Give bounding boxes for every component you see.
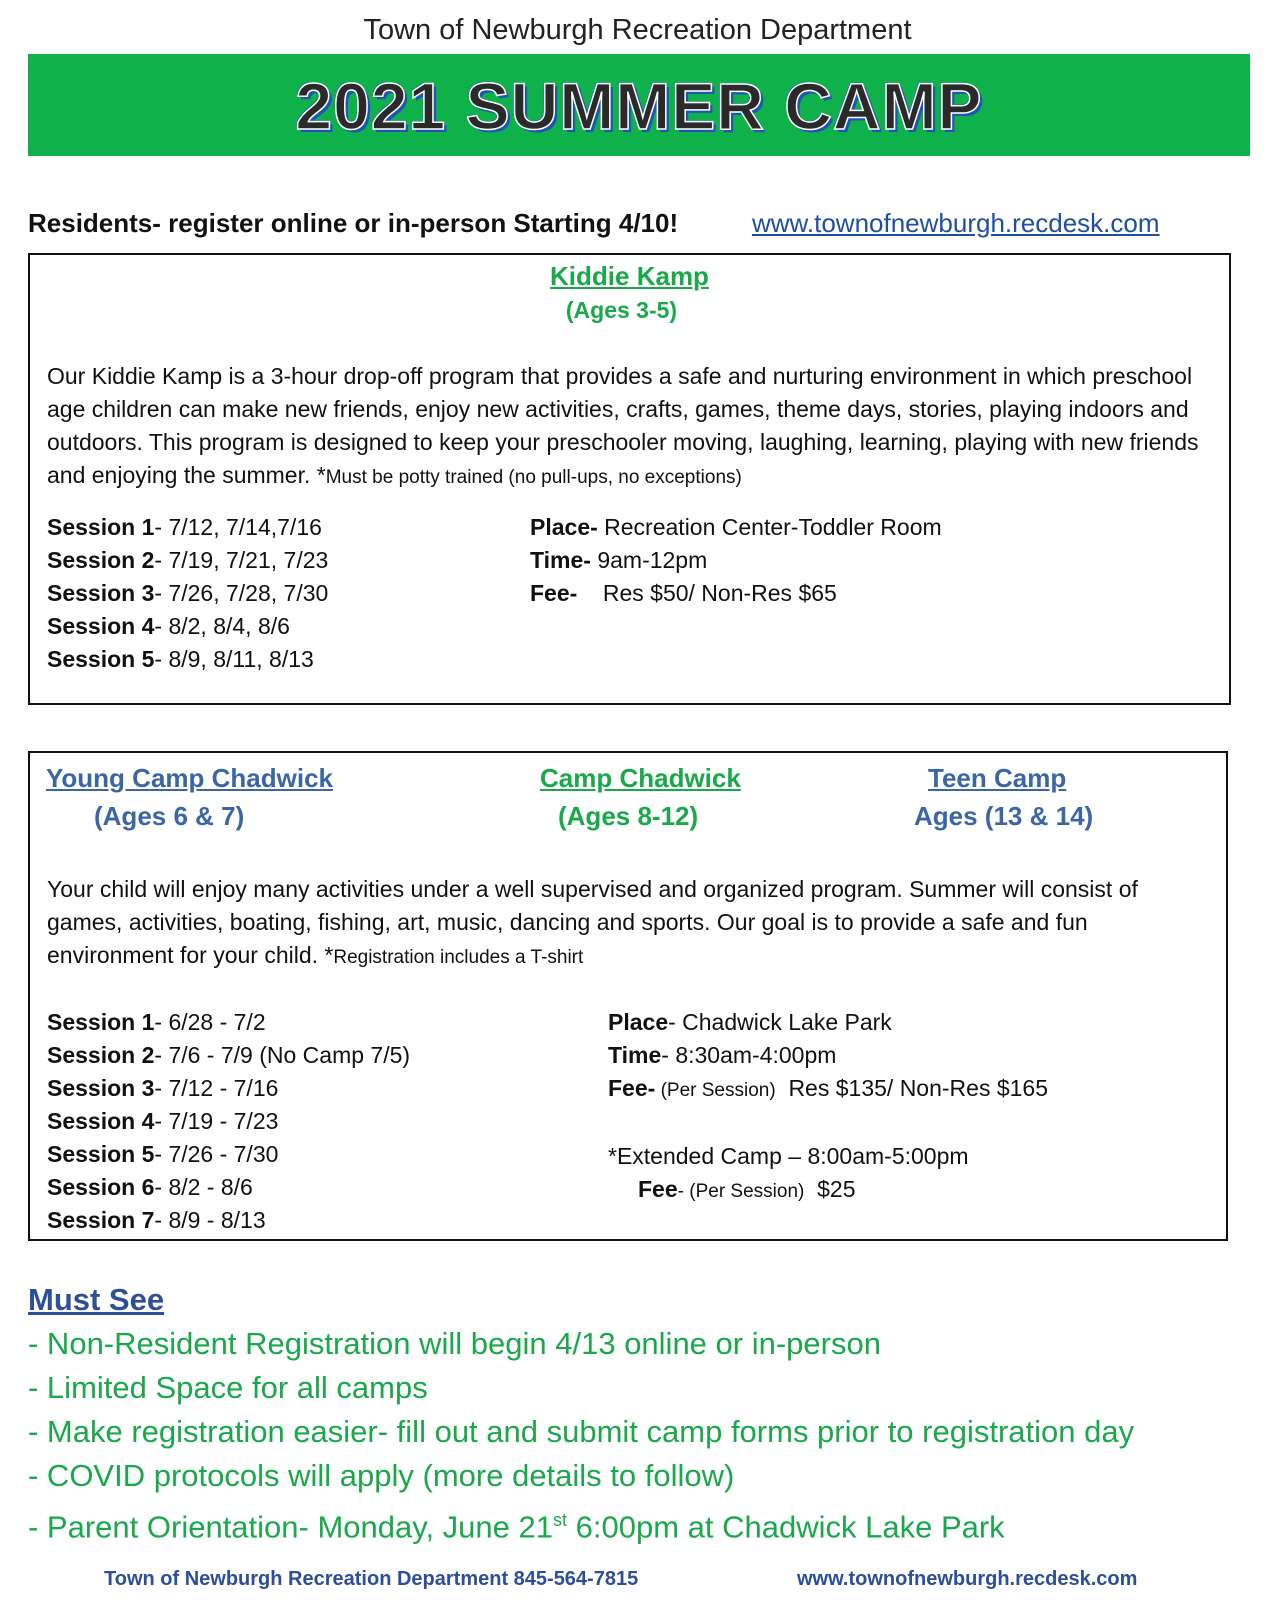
title-banner xyxy=(28,54,1250,156)
camp-chadwick-title: Camp Chadwick xyxy=(540,763,741,793)
list-item: Session 3- 7/26, 7/28, 7/30 xyxy=(47,580,329,606)
list-item: Session 4- 8/2, 8/4, 8/6 xyxy=(47,613,290,639)
registration-notice: Residents- register online or in-person Starting 4/10! xyxy=(28,208,679,238)
list-item: Session 5- 7/26 - 7/30 xyxy=(47,1141,279,1167)
list-item: Session 3- 7/12 - 7/16 xyxy=(47,1075,279,1101)
kiddie-details-list xyxy=(530,511,942,610)
list-item: Session 7- 8/9 - 8/13 xyxy=(47,1207,266,1233)
camp-details-list xyxy=(608,1006,1048,1208)
list-item: - Non-Resident Registration will begin 4/13 online or in-person xyxy=(28,1326,881,1361)
camp-sessions-list xyxy=(47,1006,410,1237)
tshirt-note: Registration includes a T-shirt xyxy=(333,947,584,968)
list-item: - COVID protocols will apply (more details to follow) xyxy=(28,1458,735,1493)
must-see-heading: Must See xyxy=(28,1282,165,1317)
must-see-list xyxy=(28,1322,1134,1549)
list-item: Place- Chadwick Lake Park xyxy=(608,1009,892,1035)
list-item: Time- 8:30am-4:00pm xyxy=(608,1042,837,1068)
list-item: - Parent Orientation- Monday, June 21st 6:00pm at Chadwick Lake Park xyxy=(28,1509,1005,1545)
list-item: Session 1- 6/28 - 7/2 xyxy=(47,1009,266,1035)
list-item: Time- 9am-12pm xyxy=(530,547,708,573)
department-heading: Town of Newburgh Recreation Department xyxy=(363,14,912,46)
potty-note: Must be potty trained (no pull-ups, no exceptions) xyxy=(325,467,742,488)
kiddie-kamp-section xyxy=(28,253,1231,705)
list-item: Fee- (Per Session) $25 xyxy=(638,1176,856,1202)
young-camp-title: Young Camp Chadwick xyxy=(46,763,333,793)
list-item: *Extended Camp – 8:00am-5:00pm xyxy=(608,1143,969,1169)
camp-description: Your child will enjoy many activities under a well supervised and organized program. Summer will consist of games, activities, boating, fishing, art, music, dancing and sports. Our goal is to provide a safe and fun environment for your child. *Registration includes a T-shirt xyxy=(47,876,1138,968)
teen-camp-ages: Ages (13 & 14) xyxy=(914,801,1094,831)
list-item: Session 2- 7/19, 7/21, 7/23 xyxy=(47,547,329,573)
banner-title: 2021 SUMMER CAMP xyxy=(295,69,983,143)
list-item: Session 5- 8/9, 8/11, 8/13 xyxy=(47,646,314,672)
kiddie-kamp-title: Kiddie Kamp xyxy=(550,261,709,291)
young-camp-ages: (Ages 6 & 7) xyxy=(94,801,245,831)
footer-contact: Town of Newburgh Recreation Department 845-564-7815 xyxy=(104,1568,639,1590)
list-item: Session 6- 8/2 - 8/6 xyxy=(47,1174,253,1200)
list-item: Fee- (Per Session) Res $135/ Non-Res $165 xyxy=(608,1075,1048,1101)
registration-link[interactable]: www.townofnewburgh.recdesk.com xyxy=(752,208,1160,238)
footer-link[interactable]: www.townofnewburgh.recdesk.com xyxy=(797,1568,1138,1590)
list-item: - Limited Space for all camps xyxy=(28,1370,428,1405)
kiddie-sessions-list xyxy=(47,511,328,676)
list-item: Session 2- 7/6 - 7/9 (No Camp 7/5) xyxy=(47,1042,411,1068)
list-item: Place- Recreation Center-Toddler Room xyxy=(530,514,942,540)
kiddie-kamp-description: Our Kiddie Kamp is a 3-hour drop-off program that provides a safe and nurturing environment in which preschool age children can make new friends, enjoy new activities, crafts, games, theme days, stories, playing indoors and outdoors. This program is designed to keep your preschooler moving, laughing, learning, playing with new friends and enjoying the summer. *Must be potty trained (no pull-ups, no exceptions) xyxy=(47,363,1199,488)
teen-camp-title: Teen Camp xyxy=(928,763,1067,793)
camp-chadwick-ages: (Ages 8-12) xyxy=(558,801,699,831)
camp-chadwick-section xyxy=(28,751,1228,1241)
list-item: Session 4- 7/19 - 7/23 xyxy=(47,1108,279,1134)
list-item: Fee- Res $50/ Non-Res $65 xyxy=(530,580,837,606)
list-item: - Make registration easier- fill out and submit camp forms prior to registration day xyxy=(28,1414,1135,1449)
kiddie-kamp-ages: (Ages 3-5) xyxy=(565,297,678,323)
list-item: Session 1- 7/12, 7/14,7/16 xyxy=(47,514,322,540)
